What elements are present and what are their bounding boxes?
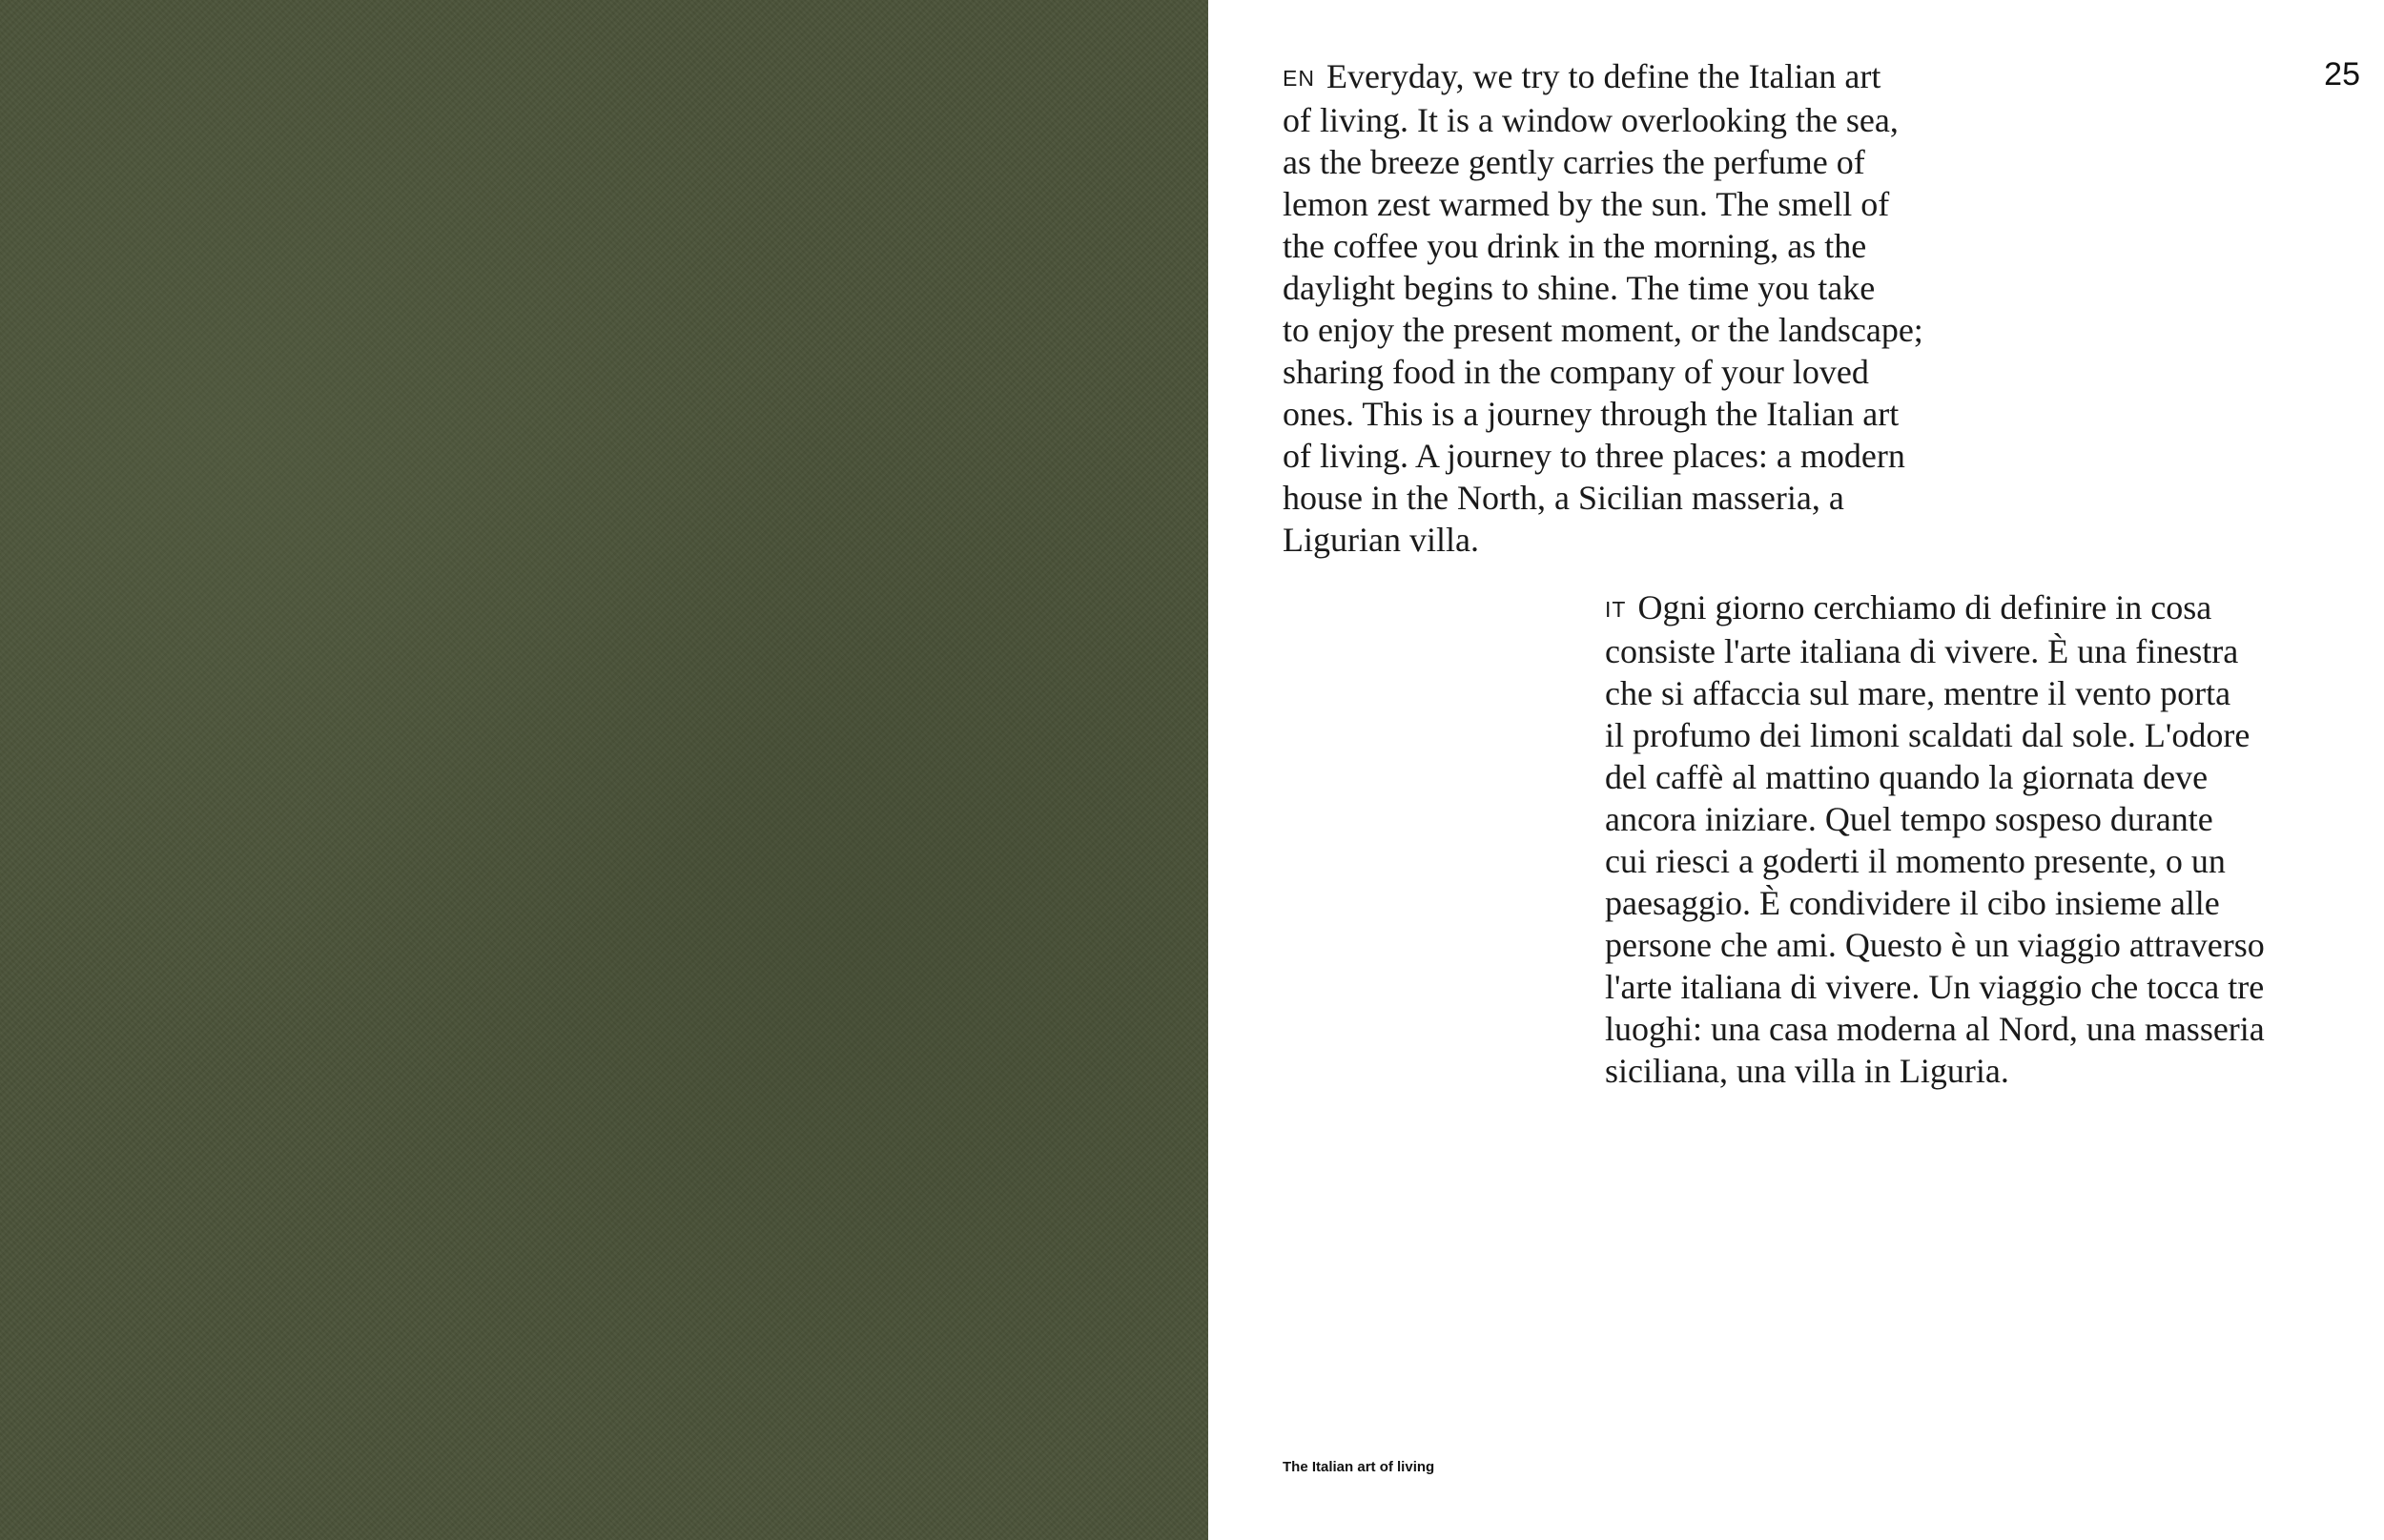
paragraph-line: persone che ami. Questo è un viaggio attraverso [1605,926,2265,964]
paragraph-line: l'arte italiana di vivere. Un viaggio che tocca tre [1605,968,2265,1006]
paragraph-line: daylight begins to shine. The time you take [1283,269,1876,307]
paragraph-line: che si affaccia sul mare, mentre il vento porta [1605,674,2231,712]
italian-paragraph [1605,586,2265,1092]
paragraph-line: ancora iniziare. Quel tempo sospeso durante [1605,800,2213,838]
paragraph-line: cui riesci a goderti il momento presente, o un [1605,842,2226,880]
page-number: 25 [2324,56,2360,92]
paragraph-line: to enjoy the present moment, or the landscape; [1283,311,1923,349]
language-label-en: EN [1283,66,1315,91]
paragraph-line: lemon zest warmed by the sun. The smell of [1283,185,1890,223]
text-page [1208,0,2384,1540]
paragraph-line: as the breeze gently carries the perfume of [1283,143,1865,181]
language-label-it: IT [1605,597,1627,622]
paragraph-line: del caffè al mattino quando la giornata deve [1605,758,2209,796]
paragraph-line: sharing food in the company of your loved [1283,353,1869,391]
paragraph-line: paesaggio. È condividere il cibo insieme alle [1605,884,2220,922]
paragraph-line: IT Ogni giorno cerchiamo di definire in cosa [1605,588,2212,626]
paragraph-line: house in the North, a Sicilian masseria, a [1283,479,1844,517]
running-footer: The Italian art of living [1283,1459,1435,1475]
paragraph-line: the coffee you drink in the morning, as the [1283,227,1867,265]
paragraph-line: ones. This is a journey through the Italian art [1283,395,1900,433]
paragraph-line: Ligurian villa. [1283,521,1479,559]
paragraph-line: siciliana, una villa in Liguria. [1605,1052,2009,1090]
paragraph-line: of living. It is a window overlooking the sea, [1283,101,1899,139]
english-paragraph [1283,55,1923,561]
paragraph-line: consiste l'arte italiana di vivere. È una finestra [1605,632,2239,670]
paragraph-line: luoghi: una casa moderna al Nord, una masseria [1605,1010,2265,1048]
paragraph-line: of living. A journey to three places: a modern [1283,437,1905,475]
paragraph-line: EN Everyday, we try to define the Italian art [1283,57,1881,95]
paragraph-line: il profumo dei limoni scaldati dal sole. L'odore [1605,716,2250,754]
